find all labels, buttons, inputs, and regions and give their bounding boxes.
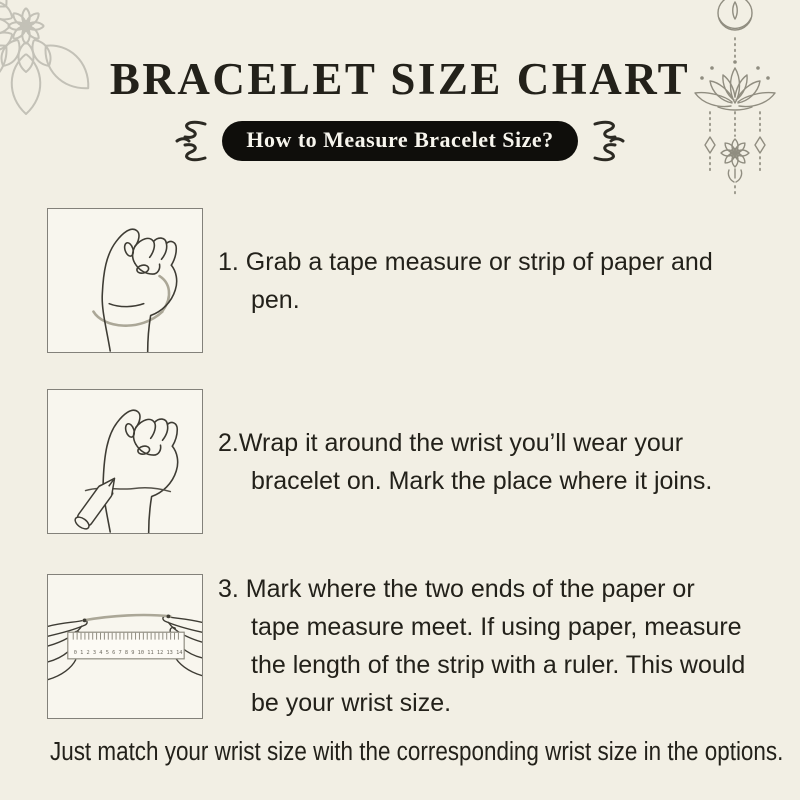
ruler-numbers: 0 1 2 3 4 5 6 7 8 9 10 11 12 13 14 (73, 649, 183, 656)
step3-text: 3. Mark where the two ends of the paper or tape measure meet. If using paper, measure the length of the strip with a ruler. This would be your wrist size. (218, 575, 746, 718)
flourish-left-icon (173, 118, 209, 164)
step2-illustration-fist-pen-icon (47, 389, 203, 534)
step-row-3 (47, 570, 760, 722)
header (0, 0, 800, 164)
step1-text: 1. Grab a tape measure or strip of paper and pen. (218, 247, 713, 314)
footer-note: Just match your wrist size with the corresponding wrist size in the options. (50, 738, 784, 766)
steps-list (47, 208, 760, 722)
page-title: BRACELET SIZE CHART (109, 54, 691, 104)
flourish-right-icon (591, 118, 627, 164)
step1-illustration-fist-tape-icon (47, 208, 203, 353)
step3-illustration-ruler-icon (47, 574, 203, 719)
how-to-measure-badge: How to Measure Bracelet Size? (222, 121, 577, 161)
badge-row (0, 118, 800, 164)
step-row-2 (47, 389, 760, 534)
step-row-1 (47, 208, 760, 353)
step2-text: 2.Wrap it around the wrist you’ll wear your bracelet on. Mark the place where it joins. (218, 428, 713, 495)
